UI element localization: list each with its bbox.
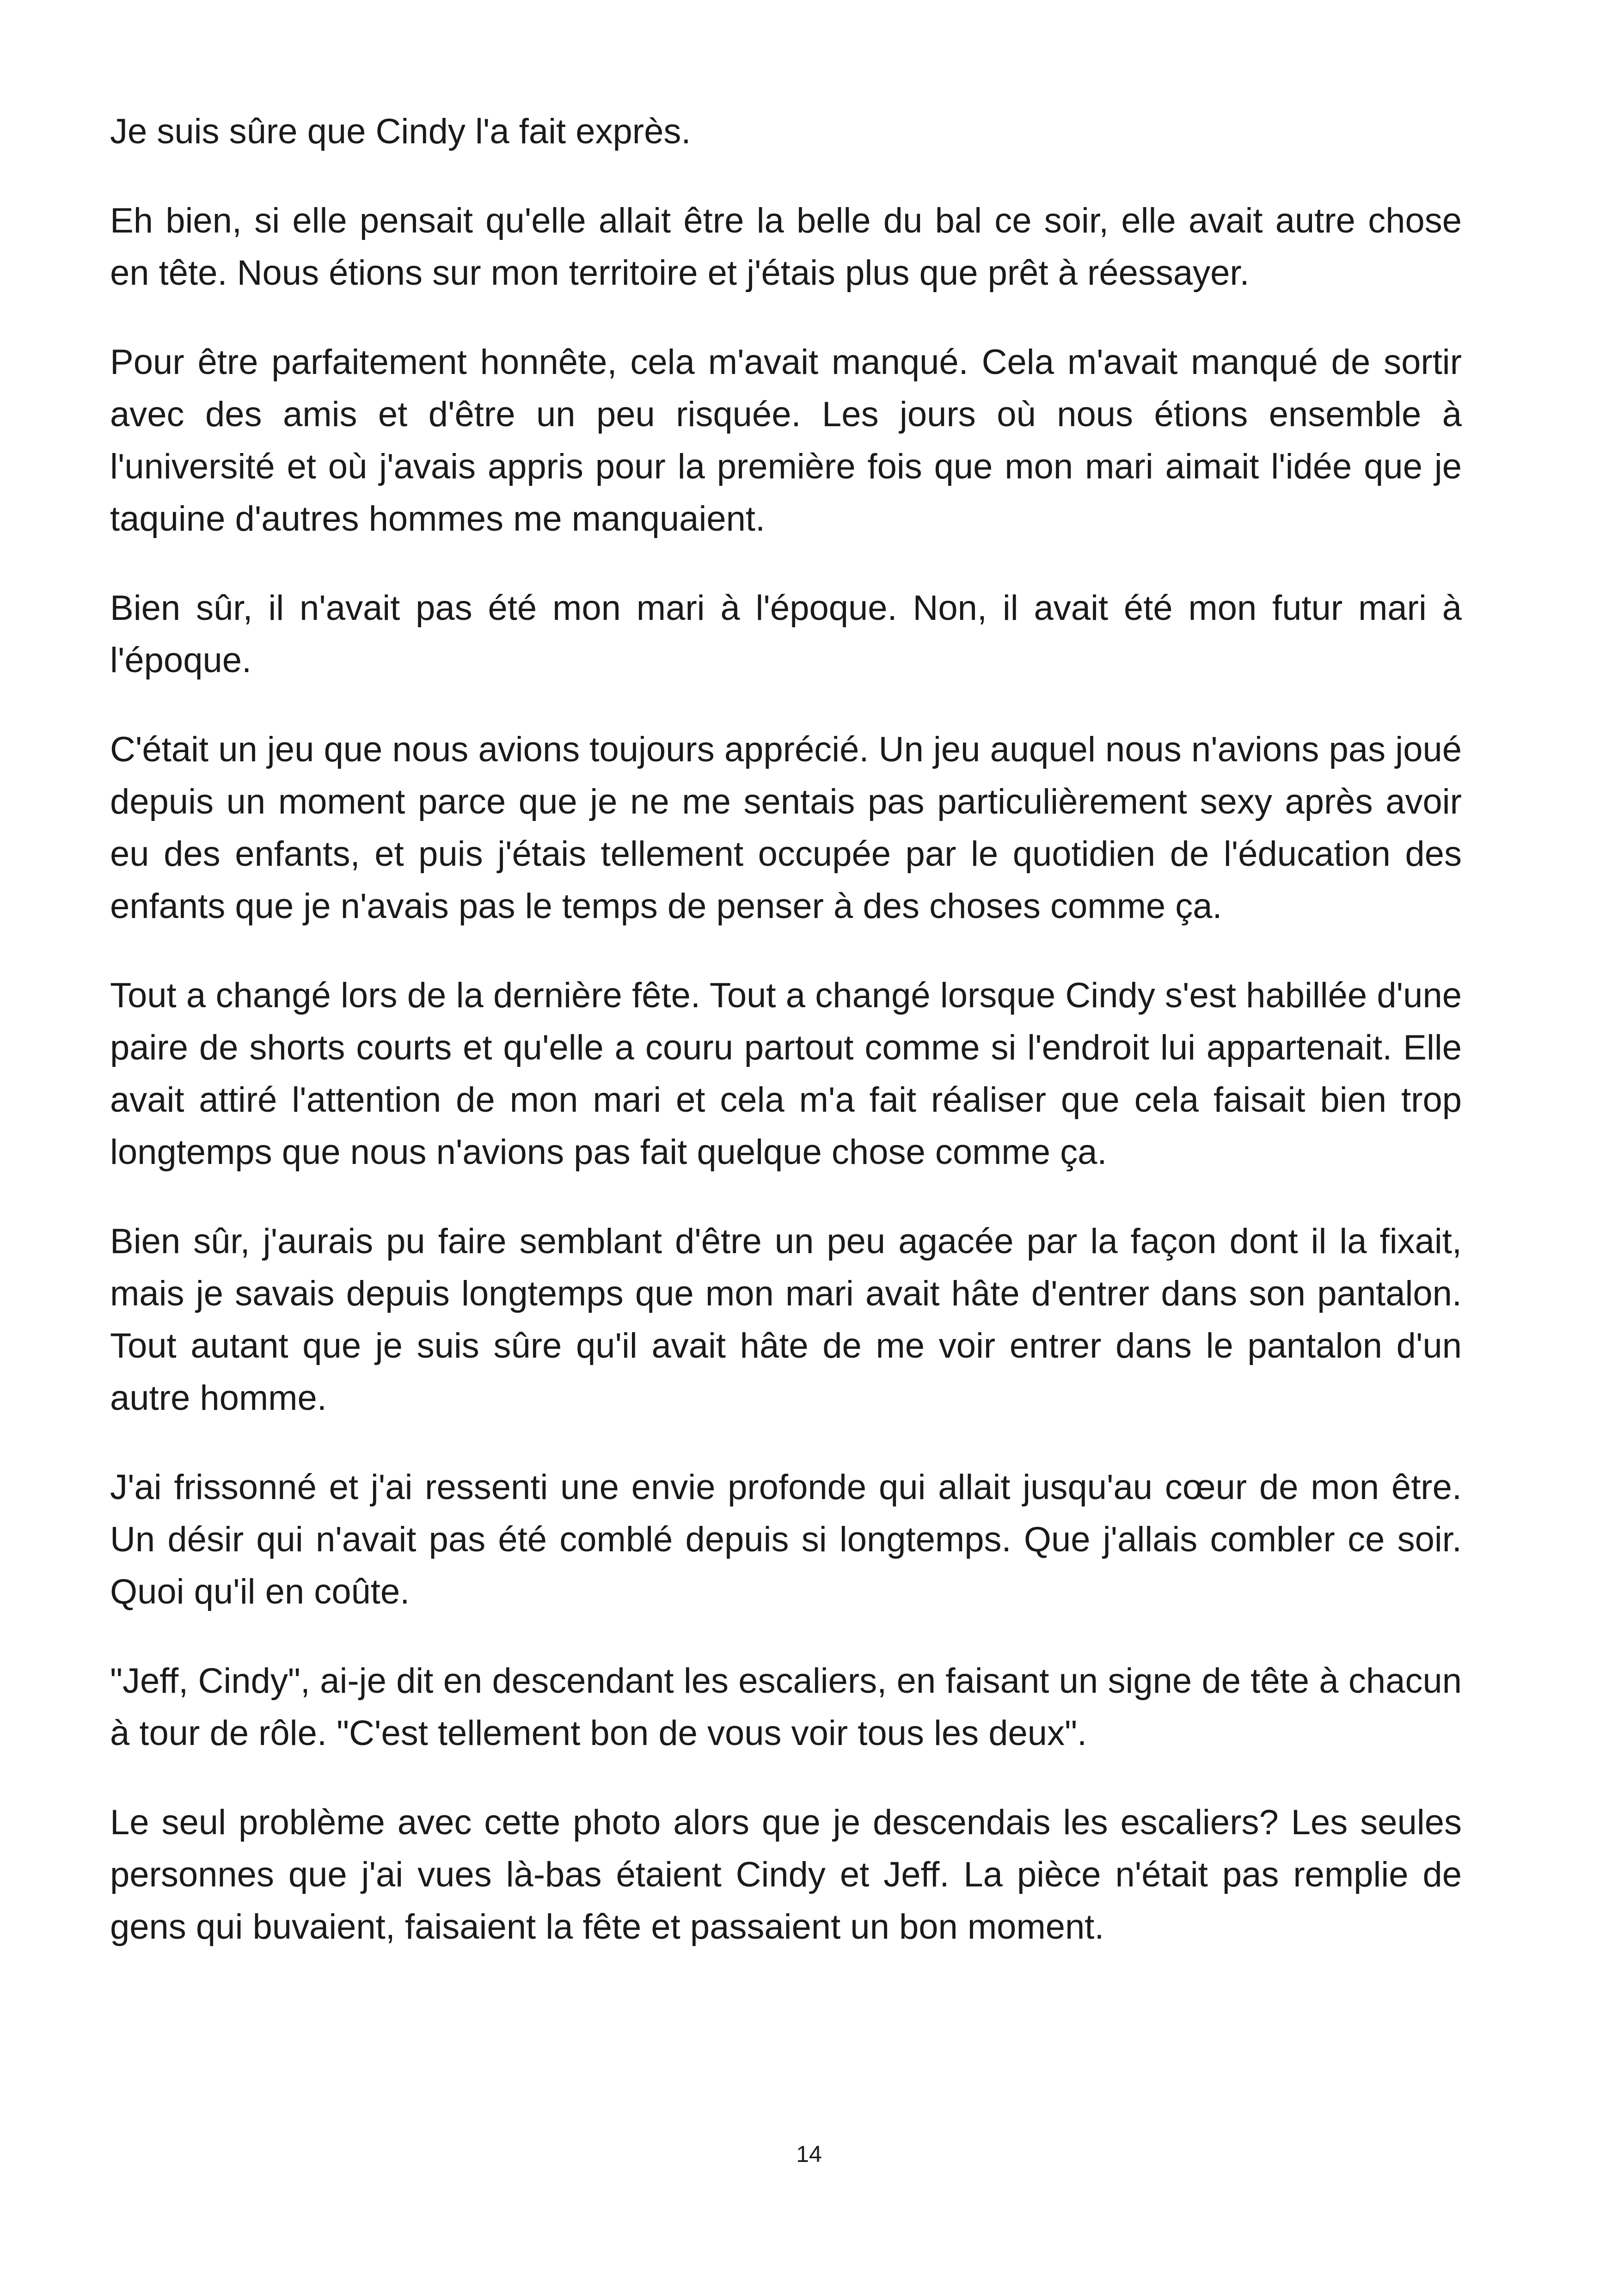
paragraph-4: Bien sûr, il n'avait pas été mon mari à l'époque. Non, il avait été mon futur mari à l'époque. xyxy=(110,588,1462,680)
paragraph-1: Je suis sûre que Cindy l'a fait exprès. xyxy=(110,112,691,151)
paragraph-7: Bien sûr, j'aurais pu faire semblant d'être un peu agacée par la façon dont il la fixait, mais je savais depuis longtemps que mon mari avait hâte d'entrer dans son pantalon. Tout autant que je suis sûre qu'il avait hâte de me voir entrer dans le pantalon d'un autre homme. xyxy=(110,1222,1462,1418)
paragraph-5: C'était un jeu que nous avions toujours apprécié. Un jeu auquel nous n'avions pas joué depuis un moment parce que je ne me sentais pas particulièrement sexy après avoir eu des enfants, et puis j'étais tellement occupée par le quotidien de l'éducation des enfants que je n'avais pas le temps de penser à des choses comme ça. xyxy=(110,730,1462,926)
paragraph-3: Pour être parfaitement honnête, cela m'avait manqué. Cela m'avait manqué de sortir avec des amis et d'être un peu risquée. Les jours où nous étions ensemble à l'université et où j'avais appris pour la première fois que mon mari aimait l'idée que je taquine d'autres hommes me manquaient. xyxy=(110,343,1462,539)
page-number: 14 xyxy=(796,2141,822,2167)
text-body xyxy=(110,105,1462,1990)
paragraph-2: Eh bien, si elle pensait qu'elle allait être la belle du bal ce soir, elle avait autre chose en tête. Nous étions sur mon territoire et j'étais plus que prêt à réessayer. xyxy=(110,201,1462,293)
paragraph-6: Tout a changé lors de la dernière fête. Tout a changé lorsque Cindy s'est habillée d'une paire de shorts courts et qu'elle a couru partout comme si l'endroit lui appartenait. Elle avait attiré l'attention de mon mari et cela m'a fait réaliser que cela faisait bien trop longtemps que nous n'avions pas fait quelque chose comme ça. xyxy=(110,976,1462,1172)
paragraph-9: "Jeff, Cindy", ai-je dit en descendant les escaliers, en faisant un signe de tête à chacun à tour de rôle. "C'est tellement bon de vous voir tous les deux". xyxy=(110,1661,1462,1753)
paragraph-8: J'ai frissonné et j'ai ressenti une envie profonde qui allait jusqu'au cœur de mon être. Un désir qui n'avait pas été comblé depuis si longtemps. Que j'allais combler ce soir. Quoi qu'il en coûte. xyxy=(110,1468,1462,1611)
paragraph-10: Le seul problème avec cette photo alors que je descendais les escaliers? Les seules personnes que j'ai vues là-bas étaient Cindy et Jeff. La pièce n'était pas remplie de gens qui buvaient, faisaient la fête et passaient un bon moment. xyxy=(110,1803,1462,1947)
